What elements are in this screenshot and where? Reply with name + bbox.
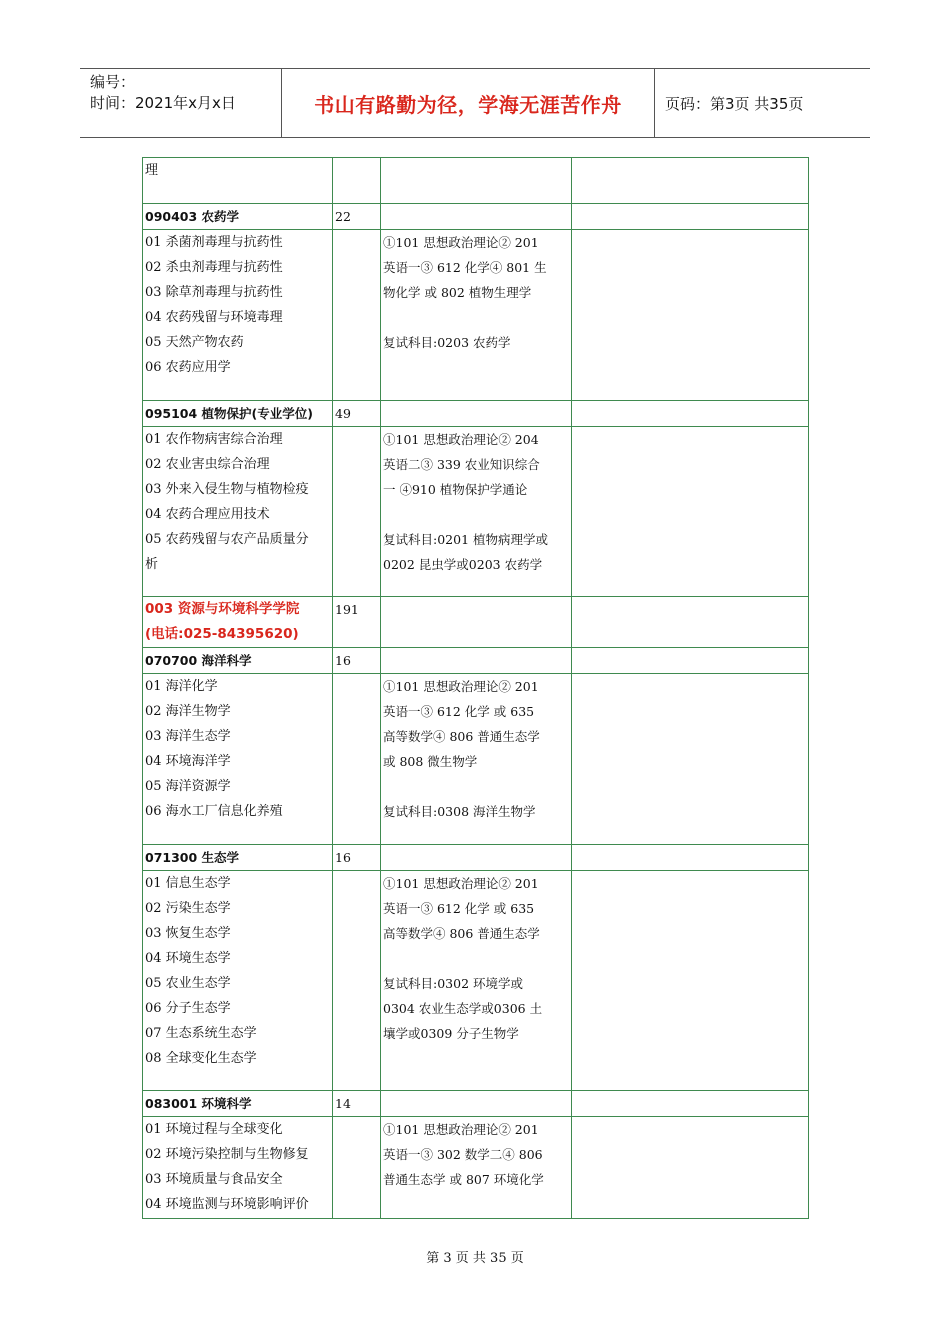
enrollment-count: 191 [333,597,381,648]
table-row [143,597,809,648]
remarks-cell [572,871,809,1091]
table-row [143,158,809,204]
table-row [143,401,809,427]
direction-cell: 理 [143,158,333,204]
remarks-cell [572,674,809,845]
enrollment-count: 22 [333,204,381,230]
list-item: 02 农业害虫综合治理 [145,457,270,472]
list-item: 01 海洋化学 [145,679,218,694]
list-item: 01 农作物病害综合治理 [145,432,283,447]
header-page-number: 页码：第3页 共35页 [665,94,804,113]
enrollment-count: 49 [333,401,381,427]
table-row [143,204,809,230]
research-directions [143,230,333,401]
college-name: 003 资源与环境科学学院 [145,601,300,617]
retest-subjects: 复试科目:0201 植物病理学或 [383,532,548,547]
program-code-name: 083001 环境科学 [143,1091,333,1117]
list-item: 02 海洋生物学 [145,704,231,719]
list-item: 06 分子生态学 [145,1001,231,1016]
list-item: 03 外来入侵生物与植物检疫 [145,482,309,497]
exam-subjects: ①101 思想政治理论② 201 英语一③ 612 化学 或 635 高等数学④ 806 普通生态学 复试科目:0302 环境学或 0304 农业生态学或0306 土 壤学或0309 分子生物学 [381,871,572,1091]
enrollment-count: 16 [333,648,381,674]
program-code-name: 095104 植物保护(专业学位) [143,401,333,427]
table-row [143,427,809,597]
research-directions [143,674,333,845]
remarks-cell [572,1117,809,1219]
list-item: 02 污染生态学 [145,901,231,916]
table-row [143,648,809,674]
college-heading [143,597,333,648]
college-phone: (电话:025-84395620) [145,626,299,642]
list-item: 04 农药合理应用技术 [145,507,270,522]
header-meta [80,69,282,137]
table-row [143,1117,809,1219]
list-item: 析 [145,557,159,572]
research-directions [143,871,333,1091]
retest-subjects: 复试科目:0308 海洋生物学 [383,804,536,819]
retest-subjects: 复试科目:0203 农药学 [383,335,511,350]
list-item: 05 海洋资源学 [145,779,231,794]
list-item: 02 环境污染控制与生物修复 [145,1147,309,1162]
research-directions [143,1117,333,1219]
list-item: 05 农药残留与农产品质量分 [145,532,309,547]
list-item: 03 除草剂毒理与抗药性 [145,285,283,300]
header-motto-cell [282,69,655,137]
list-item: 04 环境海洋学 [145,754,231,769]
enrollment-count: 14 [333,1091,381,1117]
exam-subjects: ①101 思想政治理论② 201 英语一③ 612 化学 或 635 高等数学④ 806 普通生态学 或 808 微生物学 复试科目:0308 海洋生物学 [381,674,572,845]
enrollment-table [142,157,809,1219]
list-item: 01 环境过程与全球变化 [145,1122,283,1137]
list-item: 01 信息生态学 [145,876,231,891]
list-item: 04 环境生态学 [145,951,231,966]
list-item: 05 天然产物农药 [145,335,244,350]
list-item: 04 农药残留与环境毒理 [145,310,283,325]
table-row [143,674,809,845]
page-header [80,68,870,138]
remarks-cell [572,427,809,597]
list-item: 06 海水工厂信息化养殖 [145,804,283,819]
header-motto: 书山有路勤为径，学海无涯苦作舟 [314,92,622,117]
remarks-cell [572,230,809,401]
table-row [143,1091,809,1117]
list-item: 03 恢复生态学 [145,926,231,941]
list-item: 01 杀菌剂毒理与抗药性 [145,235,283,250]
list-item: 08 全球变化生态学 [145,1051,257,1066]
list-item: 02 杀虫剂毒理与抗药性 [145,260,283,275]
exam-subjects: ①101 思想政治理论② 204 英语二③ 339 农业知识综合 一 ④910 植物保护学通论 复试科目:0201 植物病理学或 0202 昆虫学或0203 农药学 [381,427,572,597]
list-item: 05 农业生态学 [145,976,231,991]
list-item: 06 农药应用学 [145,360,231,375]
page-footer: 第 3 页 共 35 页 [426,1251,524,1266]
table-row [143,230,809,401]
program-code-name: 090403 农药学 [143,204,333,230]
research-directions [143,427,333,597]
program-code-name: 070700 海洋科学 [143,648,333,674]
table-row [143,845,809,871]
document-number: 编号： [90,73,136,91]
exam-subjects: ①101 思想政治理论② 201 英语一③ 302 数学二④ 806 普通生态学 或 807 环境化学 [381,1117,572,1219]
program-code-name: 071300 生态学 [143,845,333,871]
list-item: 03 海洋生态学 [145,729,231,744]
list-item: 04 环境监测与环境影响评价 [145,1197,309,1212]
table-row [143,871,809,1091]
exam-subjects: ①101 思想政治理论② 201 英语一③ 612 化学④ 801 生 物化学 或 802 植物生理学 复试科目:0203 农药学 [381,230,572,401]
list-item: 07 生态系统生态学 [145,1026,257,1041]
document-date: 时间：2021年x月x日 [90,94,236,112]
retest-subjects: 复试科目:0302 环境学或 [383,976,523,991]
list-item: 03 环境质量与食品安全 [145,1172,283,1187]
enrollment-count: 16 [333,845,381,871]
